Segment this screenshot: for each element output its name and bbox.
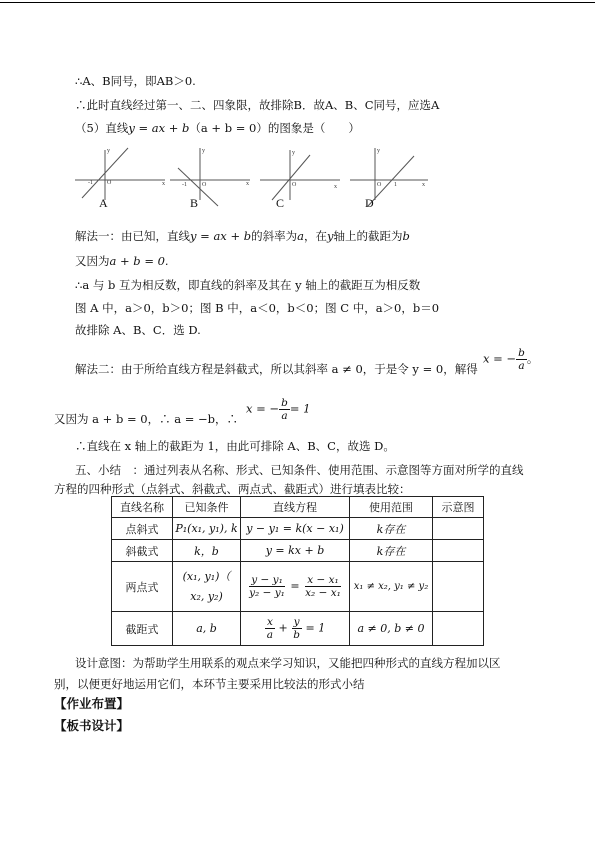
graph-c-y-label: y <box>292 150 295 156</box>
design-intent-1: 设计意图：为帮助学生用联系的观点来学习知识，又能把四种形式的直线方程加以区 <box>75 656 501 670</box>
graph-c-origin-label: O <box>292 182 297 188</box>
graph-a-y-label: y <box>107 148 110 154</box>
line-quadrants: ∴此时直线经过第一、二、四象限，故排除B．故A、B、C同号，应选A <box>75 98 440 112</box>
graph-d-y-label: y <box>377 148 380 154</box>
table-header-cell: 直线方程 <box>241 497 350 518</box>
line-ab-same-sign: ∴A、B同号，即AB＞0. <box>75 74 196 88</box>
solution-two-result: x = − $\frac{b}{a}$ 。 <box>483 347 539 372</box>
line-conclude: ∴直线在 x 轴上的截距为 1，由此可排除 A、B、C，故选 D。 <box>75 439 395 453</box>
line-cases: 图 A 中，a＞0，b＞0；图 B 中，a＜0，b＜0；图 C 中，a＞0，b＝0 <box>75 301 440 315</box>
line-opposites: ∴a 与 b 互为相反数，即直线的斜率及其在 y 轴上的截距互为相反数 <box>75 278 421 292</box>
row-name: 斜截式 <box>112 540 173 562</box>
row-diagram <box>433 562 484 612</box>
graph-a-x-label: x <box>162 181 165 187</box>
summary-line-2: 方程的四种形式（点斜式、斜截式、两点式、截距式）进行填表比较： <box>54 482 411 496</box>
row-condition-point-1: (x₁, y₁)（ <box>182 569 231 583</box>
solution-two: 解法二：由于所给直线方程是斜截式，所以其斜率 a ≠ 0，于是令 y = 0，解得 <box>75 362 478 376</box>
header-rule <box>0 2 595 3</box>
summary-line-1: 五、小结 ：通过列表从名称、形式、已知条件、使用范围、示意图等方面对所学的直线 <box>75 463 524 477</box>
graph-b-x-label: x <box>246 181 249 187</box>
answer-graphs <box>70 140 440 212</box>
solution-one: 解法一：由已知，直线y = ax + b的斜率为a，在y轴上的截距为b <box>75 229 410 243</box>
row-equation: $\frac{x}{a}$ + $\frac{y}{b}$ = 1 <box>241 612 350 646</box>
table-row <box>112 562 484 612</box>
graph-a-minus-one: -1 <box>88 180 93 186</box>
graph-b-minus-one: -1 <box>182 182 187 188</box>
line-exclude: 故排除 A、B、C．选 D. <box>75 323 201 337</box>
table-header-cell: 直线名称 <box>112 497 173 518</box>
graph-label-b: B <box>190 196 199 210</box>
graph-b-y-label: y <box>202 148 205 154</box>
homework-heading: 【作业布置】 <box>54 696 130 711</box>
row-name: 两点式 <box>112 562 173 612</box>
row-name: 点斜式 <box>112 518 173 540</box>
row-condition-point-2: x₂, y₂) <box>190 589 223 603</box>
row-diagram <box>433 518 484 540</box>
graph-c-x-label: x <box>334 184 337 190</box>
row-condition: k，b <box>173 540 241 562</box>
graph-label-c: C <box>276 196 285 210</box>
question-5: （5）直线y = ax + b（a + b = 0）的图象是（ ） <box>75 121 360 135</box>
graph-label-a: A <box>99 196 108 210</box>
graph-a-origin-label: O <box>107 180 112 186</box>
graph-d-origin-label: O <box>377 182 382 188</box>
graph-d-one: 1 <box>394 182 397 188</box>
row-range: x₁ ≠ x₂, y₁ ≠ y₂ <box>350 562 433 612</box>
row-range: k存在 <box>350 518 433 540</box>
line-sum-zero: 又因为a + b = 0. <box>75 254 169 268</box>
intercept-equation: x = − $\frac{b}{a}$ = 1 <box>246 397 311 422</box>
row-condition <box>173 562 241 612</box>
row-condition: P₁(x₁, y₁), k <box>173 518 241 540</box>
table-header-row <box>112 497 484 518</box>
design-intent-2: 别，以便更好地运用它们，本环节主要采用比较法的形式小结 <box>54 677 365 691</box>
table-row <box>112 540 484 562</box>
graph-c-line <box>272 155 310 200</box>
table-header-cell: 示意图 <box>433 497 484 518</box>
row-condition: a, b <box>173 612 241 646</box>
line-also: 又因为 a + b = 0，∴ a = −b，∴ <box>54 412 239 426</box>
row-equation: y = kx + b <box>241 540 350 562</box>
row-equation: $\frac{\text{y − y₁}}{\text{y₂ − y₁}}$ = $\frac{\text{x − x₁}}{\text{x₂ − x₁}}$ <box>241 562 350 612</box>
row-diagram <box>433 612 484 646</box>
row-equation: y − y₁ = k(x − x₁) <box>241 518 350 540</box>
row-range: a ≠ 0, b ≠ 0 <box>350 612 433 646</box>
graph-d-x-label: x <box>422 182 425 188</box>
table-row <box>112 612 484 646</box>
row-range: k存在 <box>350 540 433 562</box>
table-header-cell: 使用范围 <box>350 497 433 518</box>
row-name: 截距式 <box>112 612 173 646</box>
comparison-table <box>111 496 484 646</box>
board-design-heading: 【板书设计】 <box>54 718 130 733</box>
table-header-cell: 已知条件 <box>173 497 241 518</box>
table-row <box>112 518 484 540</box>
graph-b-origin-label: O <box>202 182 207 188</box>
graph-label-d: D <box>365 196 374 210</box>
row-diagram <box>433 540 484 562</box>
